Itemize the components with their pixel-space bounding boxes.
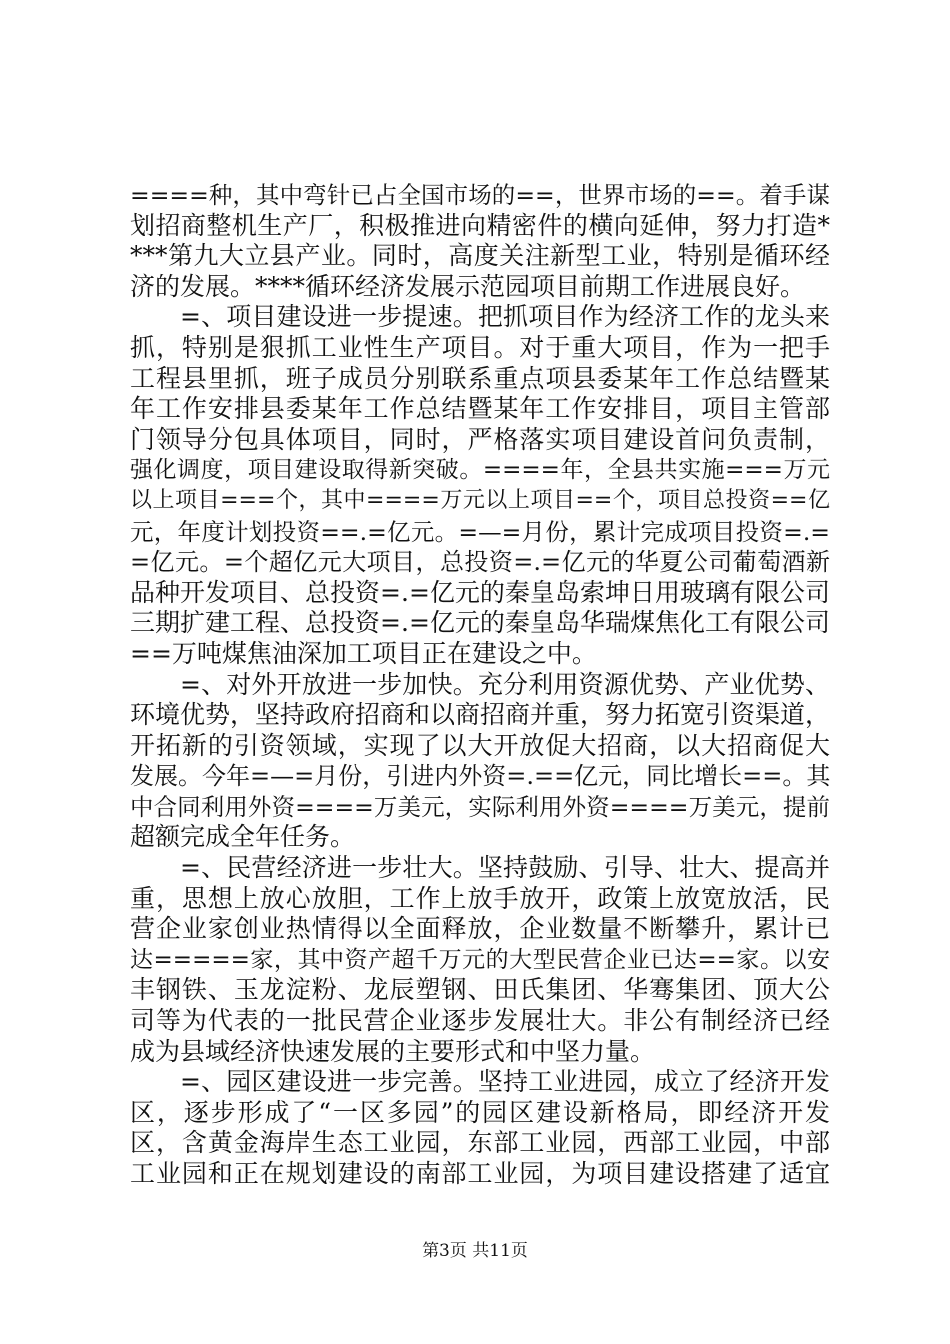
text-line: 工程县里抓，班子成员分别联系重点项县委某年工作总结暨某 (130, 363, 830, 393)
text-line: 品种开发项目、总投资=.=亿元的秦皇岛索坤日用玻璃有限公司 (130, 577, 830, 607)
text-line: 开拓新的引资领域，实现了以大开放促大招商，以大招商促大 (130, 730, 830, 760)
text-line: =、项目建设进一步提速。把抓项目作为经济工作的龙头来 (180, 302, 830, 332)
text-line: 环境优势，坚持政府招商和以商招商并重，努力拓宽引资渠道， (130, 700, 830, 730)
text-line: 抓，特别是狠抓工业性生产项目。对于重大项目，作为一把手 (130, 332, 830, 362)
text-line: ***第九大立县产业。同时，高度关注新型工业，特别是循环经 (130, 241, 830, 271)
text-line: 年工作安排县委某年工作总结暨某年工作安排目，项目主管部 (130, 394, 830, 424)
text-line: 济的发展。****循环经济发展示范园项目前期工作进展良好。 (130, 271, 806, 301)
text-line: 成为县域经济快速发展的主要形式和中坚力量。 (130, 1036, 656, 1066)
text-line: =亿元。=个超亿元大项目，总投资=.=亿元的华夏公司葡萄酒新 (130, 548, 830, 577)
text-line: 强化调度，项目建设取得新突破。====年，全县共实施===万元 (130, 457, 830, 484)
text-line: 区，含黄金海岸生态工业园，东部工业园，西部工业园，中部 (130, 1128, 830, 1158)
text-line: 营企业家创业热情得以全面释放，企业数量不断攀升，累计已 (130, 914, 830, 944)
text-line: ==万吨煤焦油深加工项目正在建设之中。 (130, 638, 597, 668)
text-line: 中合同利用外资====万美元，实际利用外资====万美元，提前 (130, 792, 830, 821)
text-line: 三期扩建工程、总投资=.=亿元的秦皇岛华瑞煤焦化工有限公司 (130, 608, 830, 638)
text-line: 元，年度计划投资==.=亿元。=—=月份，累计完成项目投资=.= (130, 517, 830, 546)
text-line: 门领导分包具体项目，同时，严格落实项目建设首问负责制， (130, 424, 830, 454)
text-line: 达=====家，其中资产超千万元的大型民营企业已达==家。以安 (130, 946, 830, 973)
text-line: =、对外开放进一步加快。充分利用资源优势、产业优势、 (180, 669, 830, 699)
body-text (130, 180, 830, 1190)
text-line: 划招商整机生产厂，积极推进向精密件的横向延伸，努力打造* (130, 210, 830, 240)
text-line: =、民营经济进一步壮大。坚持鼓励、引导、壮大、提高并 (180, 853, 830, 883)
text-line: 以上项目===个，其中====万元以上项目==个，项目总投资==亿 (130, 487, 830, 513)
text-line: ====种，其中弯针已占全国市场的==，世界市场的==。着手谋 (130, 181, 830, 209)
text-line: 发展。今年=—=月份，引进内外资=.==亿元，同比增长==。其 (130, 762, 830, 791)
text-line: 司等为代表的一批民营企业逐步发展壮大。非公有制经济已经 (130, 1006, 830, 1036)
text-line: 工业园和正在规划建设的南部工业园，为项目建设搭建了适宜 (130, 1159, 830, 1188)
text-line: 区，逐步形成了“一区多园”的园区建设新格局，即经济开发 (130, 1097, 830, 1127)
text-line: 重，思想上放心放胆，工作上放手放开，政策上放宽放活，民 (130, 883, 830, 913)
text-line: 超额完成全年任务。 (130, 822, 356, 852)
page-footer: 第3页 共11页 (422, 1241, 528, 1261)
text-line: =、园区建设进一步完善。坚持工业进园，成立了经济开发 (180, 1067, 830, 1097)
text-line: 丰钢铁、玉龙淀粉、龙辰塑钢、田氏集团、华骞集团、顶大公 (130, 975, 830, 1005)
